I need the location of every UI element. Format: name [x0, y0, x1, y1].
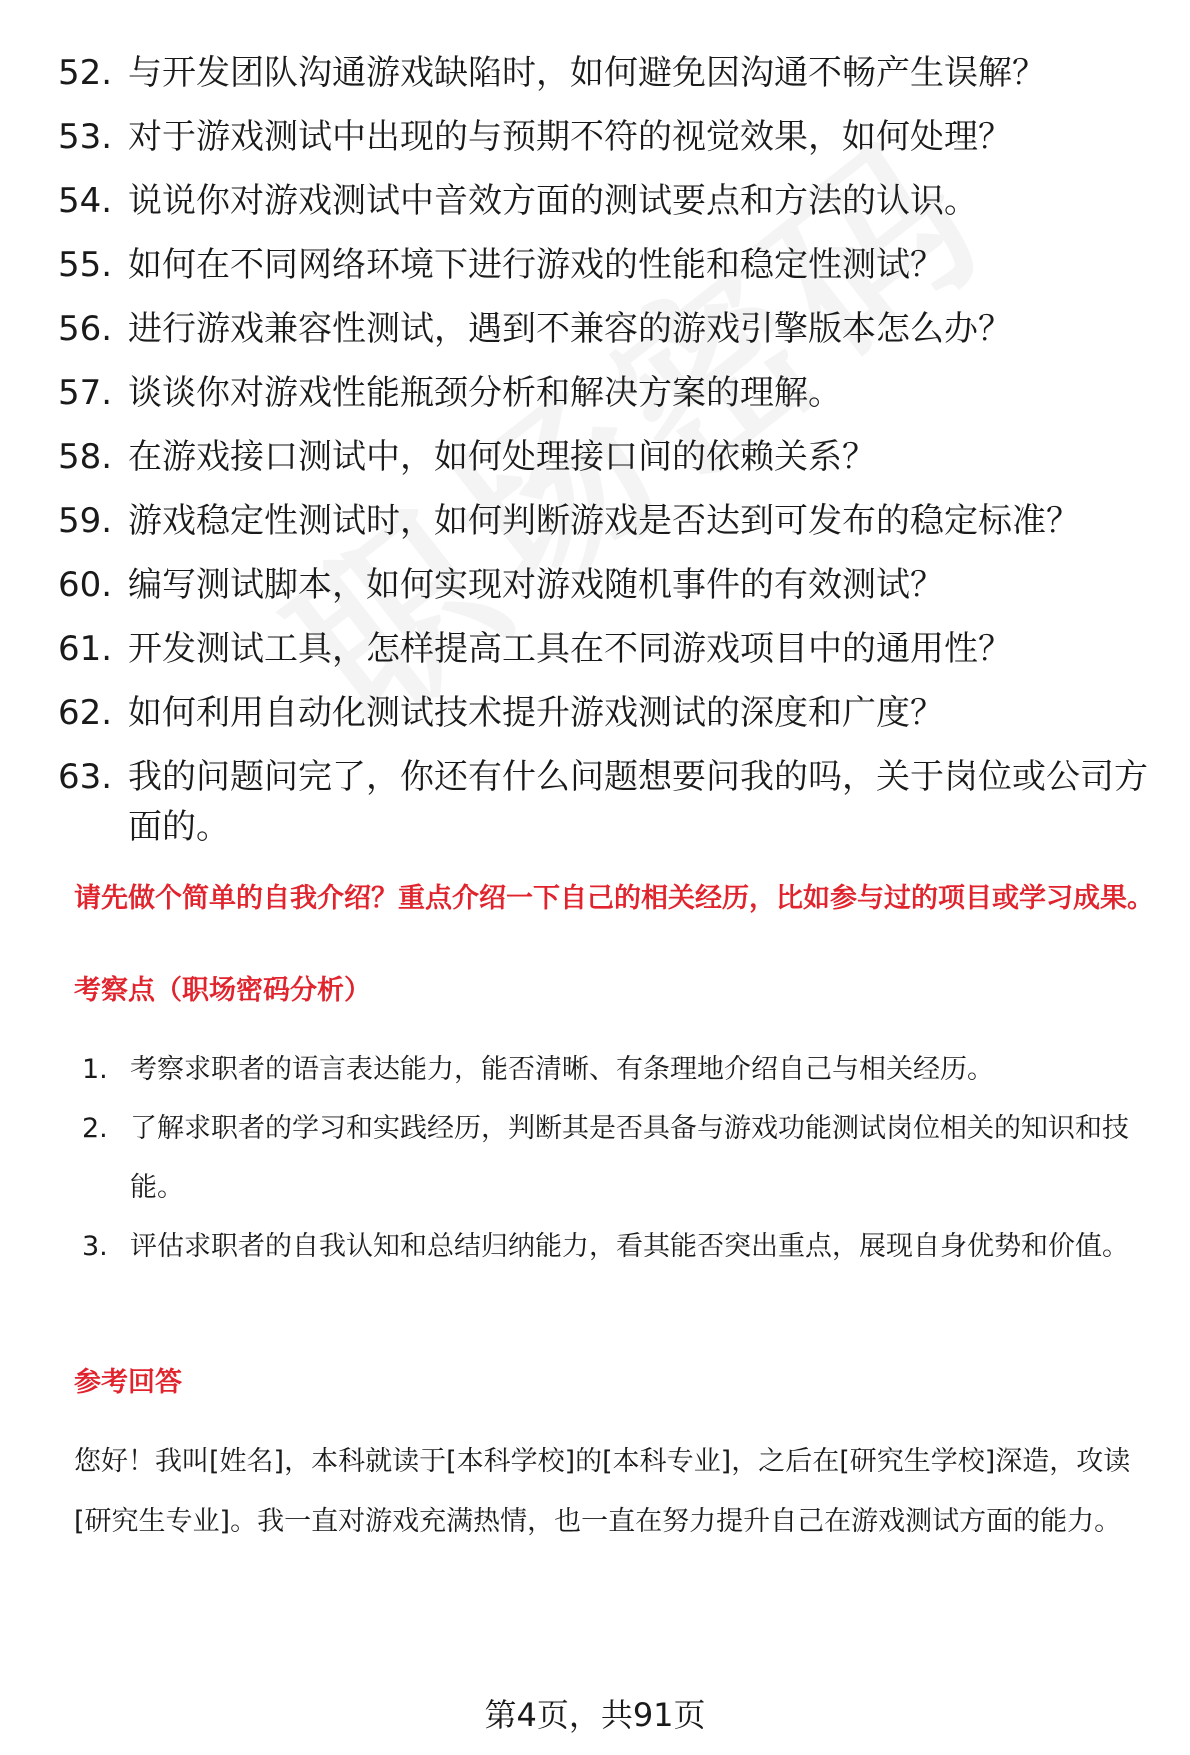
question-item: [58, 240, 1148, 290]
question-item: [58, 112, 1148, 162]
question-number: 58.: [58, 437, 113, 477]
question-text: 对于游戏测试中出现的与预期不符的视觉效果，如何处理？: [128, 117, 1012, 157]
assessment-points-list: [82, 1040, 1152, 1276]
question-number: 52.: [58, 53, 113, 93]
question-item: [58, 688, 1148, 738]
question-number: 56.: [58, 309, 113, 349]
question-text: 进行游戏兼容性测试，遇到不兼容的游戏引擎版本怎么办？: [128, 309, 1012, 349]
page-number: 第4页，共91页: [484, 1696, 706, 1734]
question-text: 如何在不同网络环境下进行游戏的性能和稳定性测试？: [128, 245, 944, 285]
question-text: 如何利用自动化测试技术提升游戏测试的深度和广度？: [128, 693, 944, 733]
question-number: 60.: [58, 565, 113, 605]
reference-answer-text: 您好！我叫[姓名]，本科就读于[本科学校]的[本科专业]，之后在[研究生学校]深造，攻读[研究生专业]。我一直对游戏充满热情，也一直在努力提升自己在游戏测试方面的能力。: [74, 1446, 1131, 1537]
question-item: [58, 496, 1148, 546]
question-text: 我的问题问完了，你还有什么问题想要问我的吗，关于岗位或公司方面的。: [128, 757, 1148, 847]
point-text: 了解求职者的学习和实践经历，判断其是否具备与游戏功能测试岗位相关的知识和技能。: [130, 1113, 1129, 1203]
question-number: 59.: [58, 501, 113, 541]
question-text: 在游戏接口测试中，如何处理接口间的依赖关系？: [128, 437, 876, 477]
question-text: 与开发团队沟通游戏缺陷时，如何避免因沟通不畅产生误解？: [128, 53, 1046, 93]
question-number: 63.: [58, 757, 113, 797]
question-list: [58, 48, 1148, 866]
reference-answer-heading: 参考回答: [74, 1367, 182, 1398]
question-number: 55.: [58, 245, 113, 285]
question-number: 61.: [58, 629, 113, 669]
question-item: [58, 176, 1148, 226]
question-number: 62.: [58, 693, 113, 733]
point-number: 2.: [82, 1113, 108, 1144]
question-item: [58, 752, 1148, 852]
assessment-point: [82, 1040, 1152, 1099]
assessment-point: [82, 1217, 1152, 1276]
point-text: 考察求职者的语言表达能力，能否清晰、有条理地介绍自己与相关经历。: [130, 1054, 994, 1085]
question-item: [58, 304, 1148, 354]
question-item: [58, 624, 1148, 674]
question-number: 54.: [58, 181, 113, 221]
question-item: [58, 48, 1148, 98]
question-text: 谈谈你对游戏性能瓶颈分析和解决方案的理解。: [128, 373, 842, 413]
point-text: 评估求职者的自我认知和总结归纳能力，看其能否突出重点，展现自身优势和价值。: [130, 1231, 1129, 1262]
intro-question-heading: 请先做个简单的自我介绍？重点介绍一下自己的相关经历，比如参与过的项目或学习成果。: [74, 883, 1154, 914]
question-item: [58, 560, 1148, 610]
question-text: 说说你对游戏测试中音效方面的测试要点和方法的认识。: [128, 181, 978, 221]
point-number: 1.: [82, 1054, 108, 1085]
assessment-point: [82, 1099, 1152, 1217]
question-item: [58, 432, 1148, 482]
question-text: 开发测试工具，怎样提高工具在不同游戏项目中的通用性？: [128, 629, 1012, 669]
question-number: 57.: [58, 373, 113, 413]
question-item: [58, 368, 1148, 418]
point-number: 3.: [82, 1231, 108, 1262]
question-text: 游戏稳定性测试时，如何判断游戏是否达到可发布的稳定标准？: [128, 501, 1080, 541]
question-number: 53.: [58, 117, 113, 157]
assessment-points-heading: 考察点（职场密码分析）: [74, 975, 371, 1006]
question-text: 编写测试脚本，如何实现对游戏随机事件的有效测试？: [128, 565, 944, 605]
